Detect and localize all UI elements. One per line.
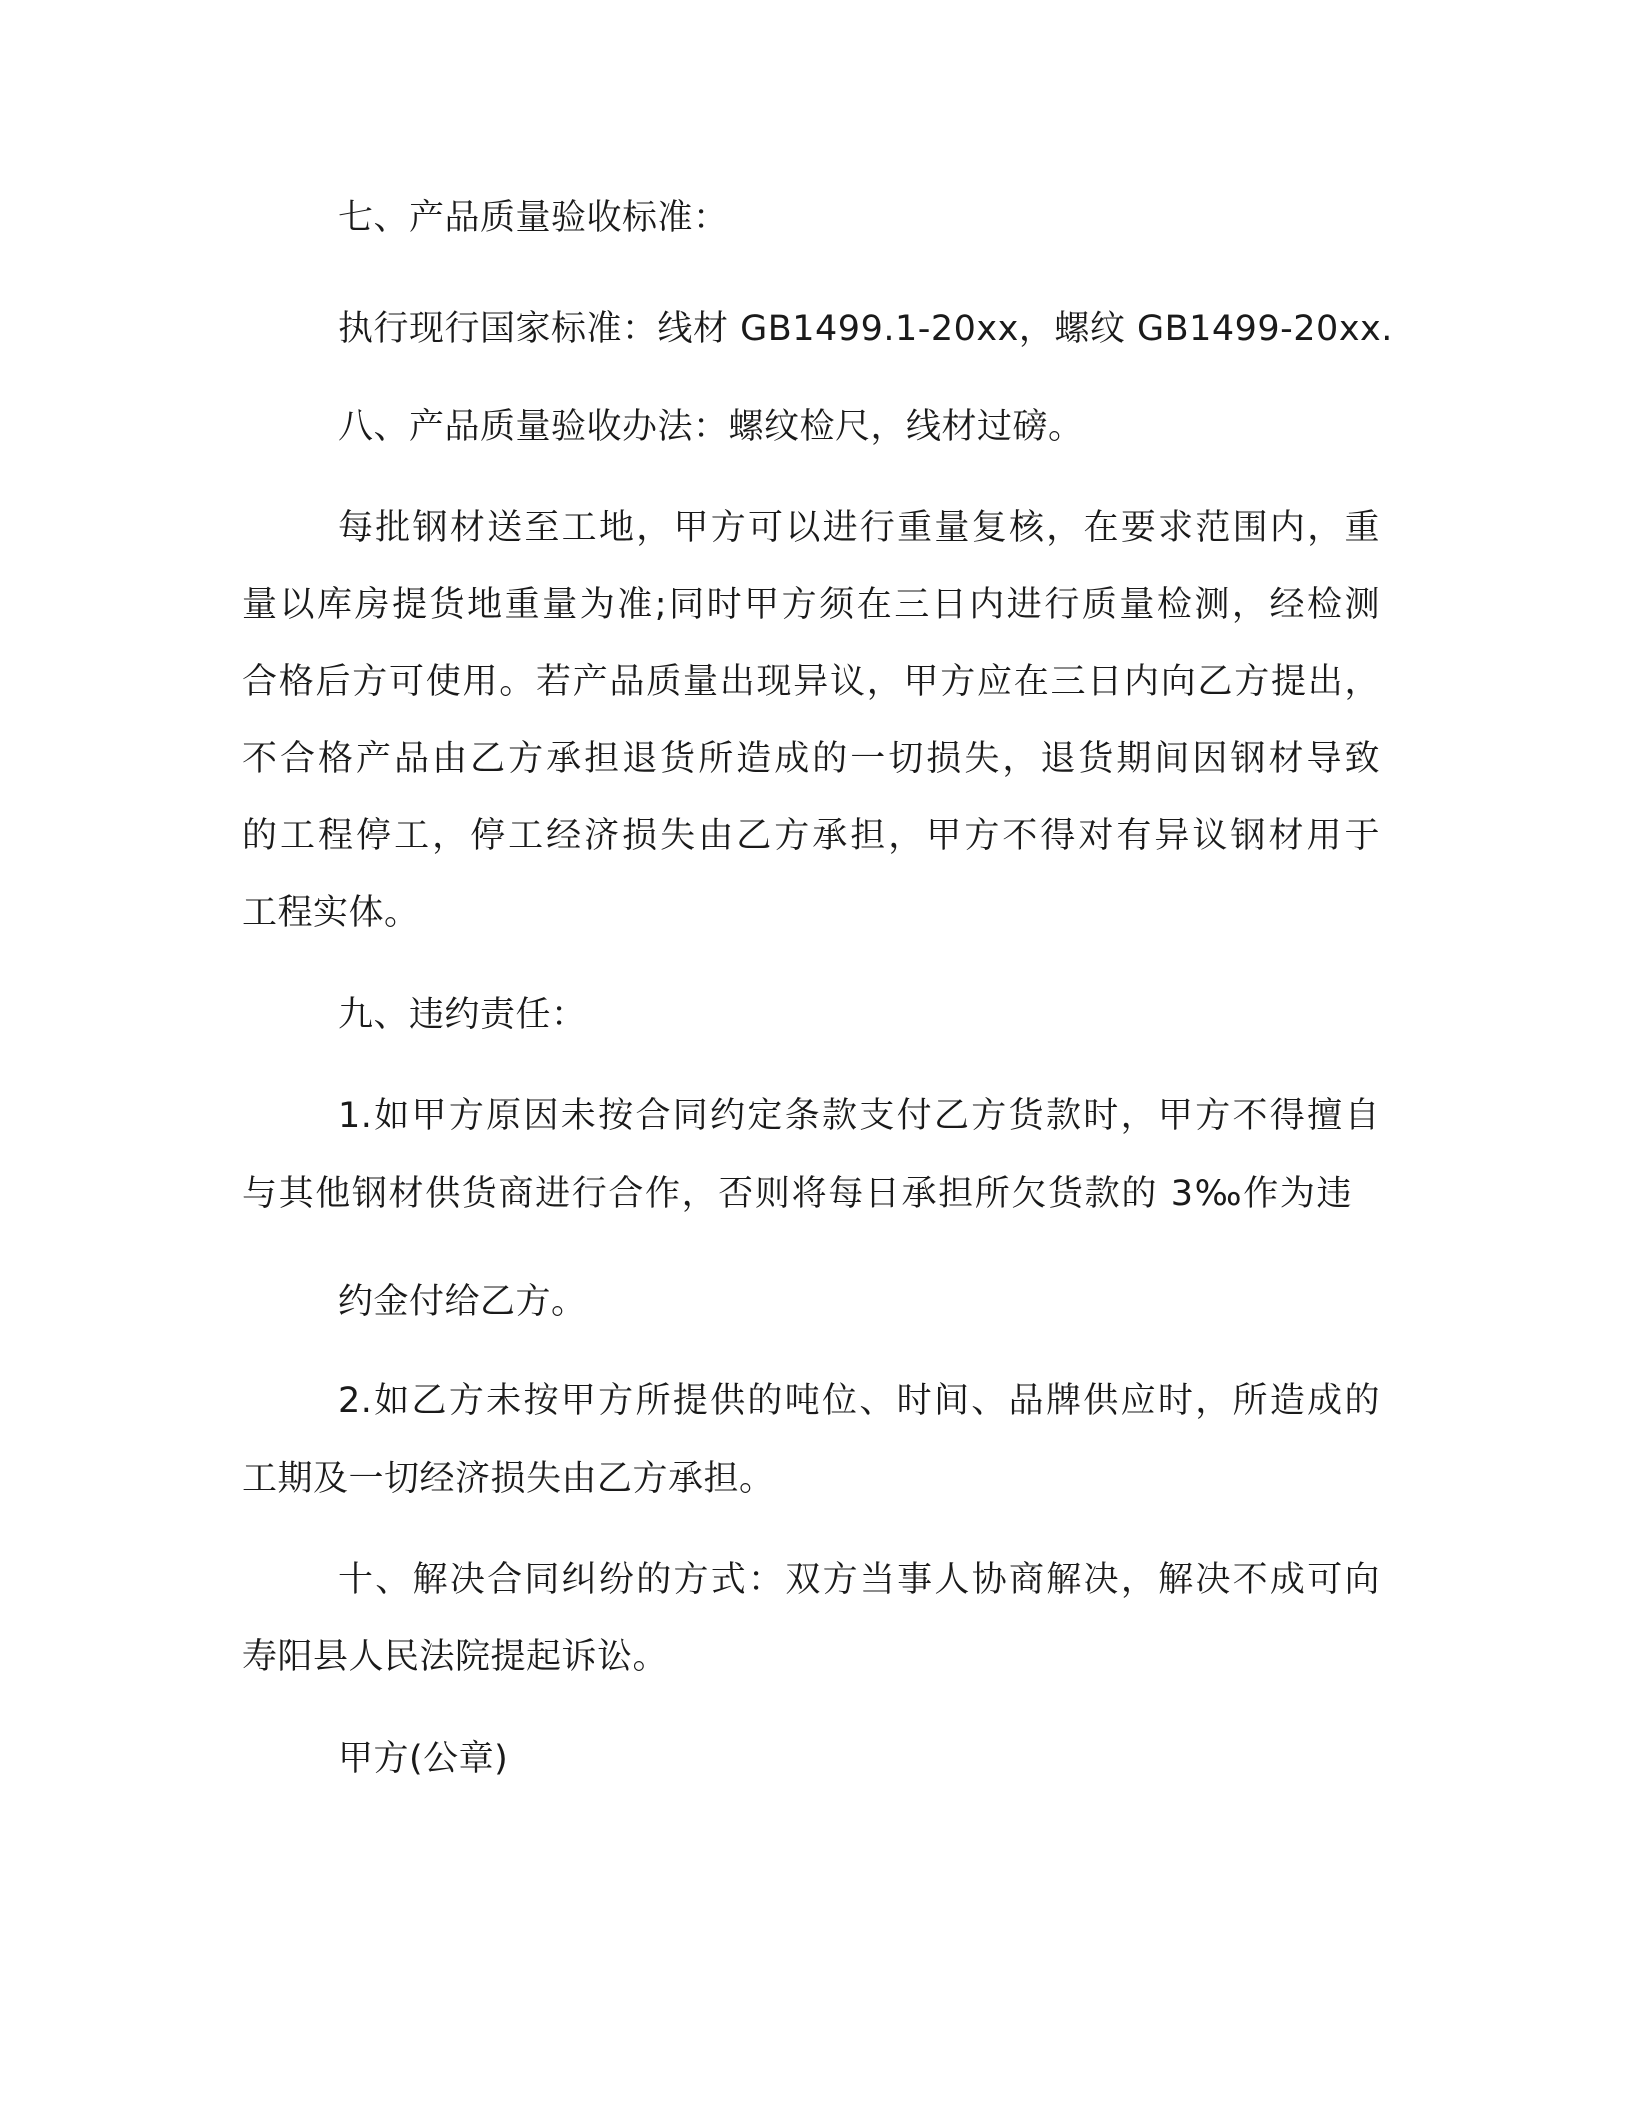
section-8-heading: 八、产品质量验收办法：螺纹检尺，线材过磅。 [338,407,1084,447]
section-8-paragraph-line-2: 量以库房提货地重量为准;同时甲方须在三日内进行质量检测，经检测 [242,585,1380,625]
section-9-item-2-line-1: 2.如乙方未按甲方所提供的吨位、时间、品牌供应时，所造成的 [338,1381,1380,1421]
section-9-heading: 九、违约责任： [338,995,587,1035]
section-10-line-1: 十、解决合同纠纷的方式：双方当事人协商解决，解决不成可向 [338,1560,1380,1600]
section-8-paragraph-line-5: 的工程停工，停工经济损失由乙方承担，甲方不得对有异议钢材用于 [242,816,1380,856]
section-8-paragraph-line-4: 不合格产品由乙方承担退货所造成的一切损失，退货期间因钢材导致 [242,739,1380,779]
section-8-paragraph-line-6: 工程实体。 [242,893,420,933]
section-9-item-1-line-2: 与其他钢材供货商进行合作，否则将每日承担所欠货款的 3‰作为违 [242,1174,1352,1214]
section-10-line-2: 寿阳县人民法院提起诉讼。 [242,1637,669,1677]
section-8-paragraph-line-3: 合格后方可使用。若产品质量出现异议，甲方应在三日内向乙方提出， [242,662,1380,702]
section-8-paragraph-line-1: 每批钢材送至工地，甲方可以进行重量复核，在要求范围内，重 [338,508,1380,548]
party-a-seal-label: 甲方(公章) [338,1739,509,1779]
section-7-heading: 七、产品质量验收标准： [338,198,729,238]
section-7-standard: 执行现行国家标准：线材 GB1499.1-20xx，螺纹 GB1499-20xx. [338,309,1393,349]
section-9-item-1-line-1: 1.如甲方原因未按合同约定条款支付乙方货款时，甲方不得擅自 [338,1096,1380,1136]
section-9-item-1-line-3: 约金付给乙方。 [338,1282,587,1322]
section-9-item-2-line-2: 工期及一切经济损失由乙方承担。 [242,1459,775,1499]
